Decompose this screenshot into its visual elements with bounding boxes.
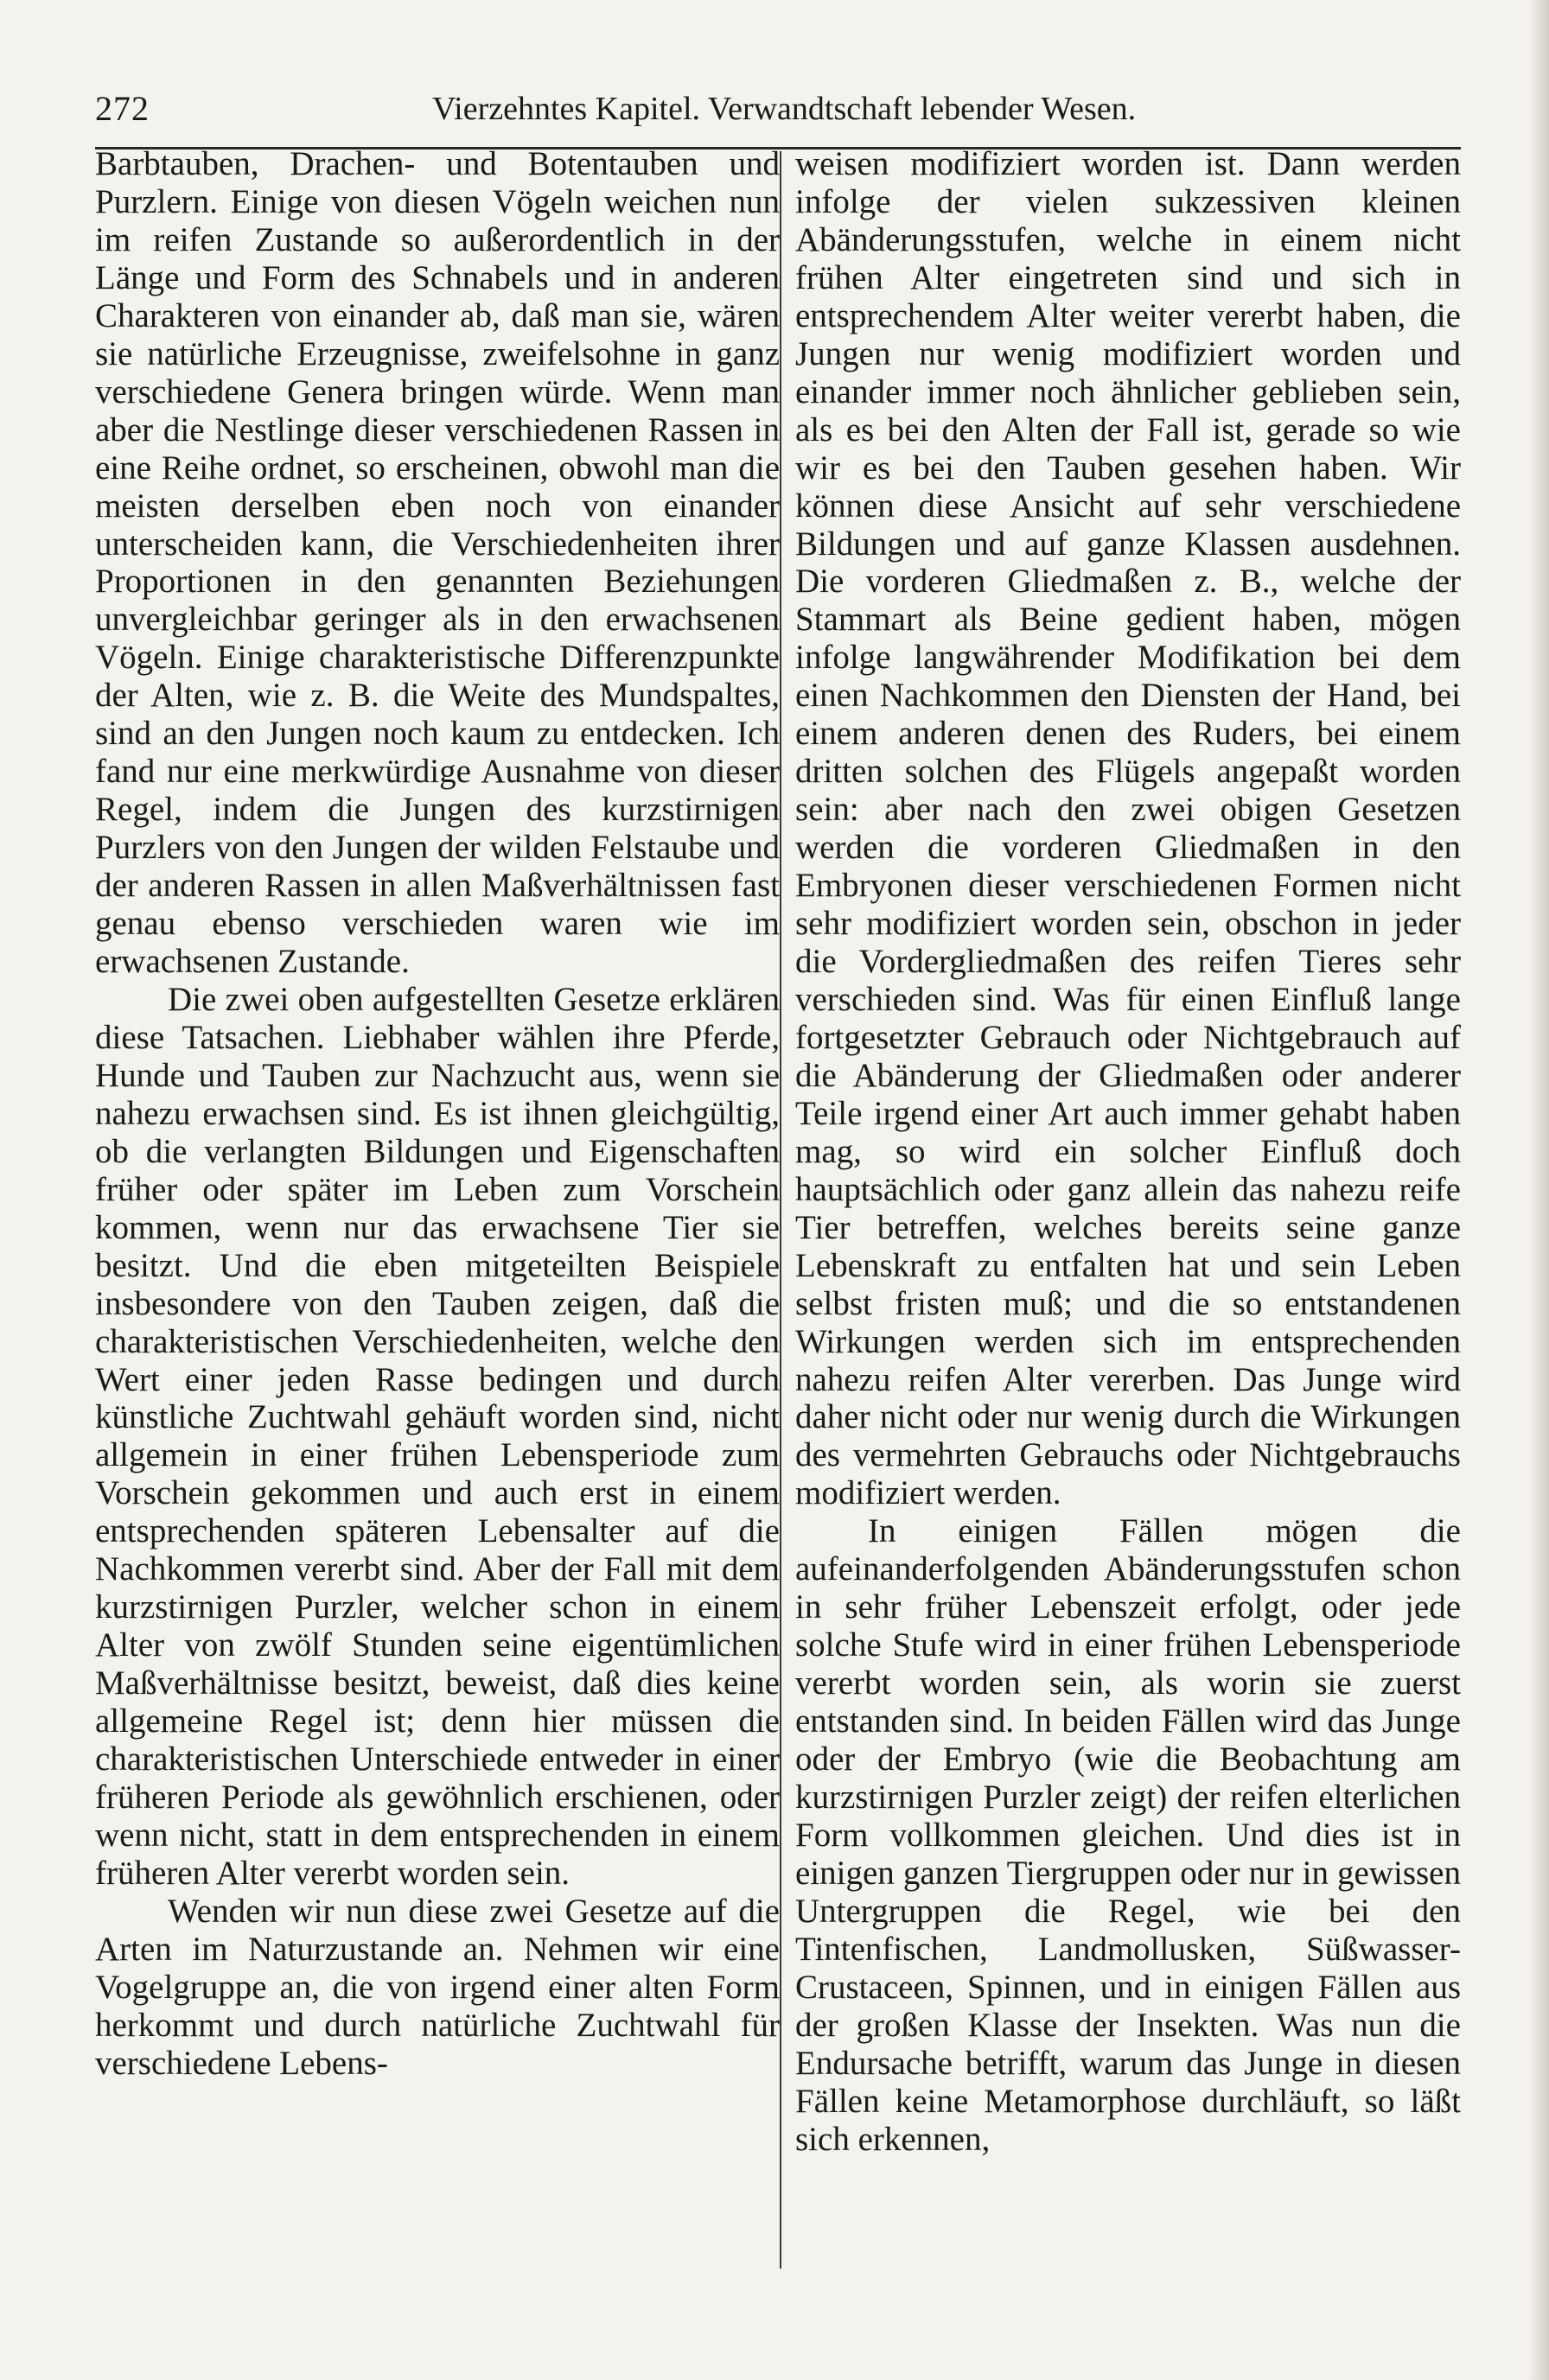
column-divider: [780, 151, 781, 2269]
paragraph: In einigen Fällen mögen die aufeinanderfolgenden Abänderungsstufen schon in sehr früher Lebenszeit erfolgt, oder jede solche Stufe wird in einer frühen Lebensperiode vererbt worden sein, als worin sie zuerst entstanden sind. In beiden Fällen wird das Junge oder der Embryo (wie die Beobachtung am kurzstirnigen Purzler zeigt) der reifen elterlichen Form vollkommen gleichen. Und dies ist in einigen ganzen Tiergruppen oder nur in gewissen Untergruppen die Regel, wie bei den Tintenfischen, Landmollusken, Süßwasser-Crustaceen, Spinnen, und in einigen Fällen aus der großen Klasse der Insekten. Was nun die Endursache betrifft, warum das Junge in diesen Fällen keine Metamorphose durchläuft, so läßt sich erkennen,: [795, 1512, 1461, 2158]
page-edge: [1528, 0, 1549, 2380]
page-number: 272: [95, 89, 150, 128]
paragraph: Wenden wir nun diese zwei Gesetze auf die Arten im Naturzustande an. Nehmen wir eine Vogelgruppe an, die von irgend einer alten Form herkommt und durch natürliche Zuchtwahl für verschiedene Lebens-: [95, 1892, 780, 2082]
paragraph: Die zwei oben aufgestellten Gesetze erklären diese Tatsachen. Liebhaber wählen ihre Pferde, Hunde und Tauben zur Nachzucht aus, wenn sie nahezu erwachsen sind. Es ist ihnen gleichgültig, ob die verlangten Bildungen und Eigenschaften früher oder später im Leben zum Vorschein kommen, wenn nur das erwachsene Tier sie besitzt. Und die eben mitgeteilten Beispiele insbesondere von den Tauben zeigen, daß die charakteristischen Verschiedenheiten, welche den Wert einer jeden Rasse bedingen und durch künstliche Zuchtwahl gehäuft worden sind, nicht allgemein in einer frühen Lebensperiode zum Vorschein gekommen und auch erst in einem entsprechenden späteren Lebensalter auf die Nachkommen vererbt sind. Aber der Fall mit dem kurzstirnigen Purzler, welcher schon in einem Alter von zwölf Stunden seine eigentümlichen Maßverhältnisse besitzt, beweist, daß dies keine allgemeine Regel ist; denn hier müssen die charakteristischen Unterschiede entweder in einer früheren Periode als gewöhnlich erschienen, oder wenn nicht, statt in dem entsprechenden in einem früheren Alter vererbt worden sein.: [95, 980, 780, 1892]
paragraph: weisen modifiziert worden ist. Dann werden infolge der vielen sukzessiven kleinen Abänderungsstufen, welche in einem nicht frühen Alter eingetreten sind und sich in entsprechendem Alter weiter vererbt haben, die Jungen nur wenig modifiziert worden und einander immer noch ähnlicher geblieben sein, als es bei den Alten der Fall ist, gerade so wie wir es bei den Tauben gesehen haben. Wir können diese Ansicht auf sehr verschiedene Bildungen und auf ganze Klassen ausdehnen. Die vorderen Gliedmaßen z. B., welche der Stammart als Beine gedient haben, mögen infolge langwährender Modifikation bei dem einen Nachkommen den Diensten der Hand, bei einem anderen denen des Ruders, bei einem dritten solchen des Flügels angepaßt worden sein: aber nach den zwei obigen Gesetzen werden die vorderen Gliedmaßen in den Embryonen dieser verschiedenen Formen nicht sehr modifiziert worden sein, obschon in jeder die Vordergliedmaßen des reifen Tieres sehr verschieden sind. Was für einen Einfluß lange fortgesetzter Gebrauch oder Nichtgebrauch auf die Abänderung der Gliedmaßen oder anderer Teile irgend einer Art auch immer gehabt haben mag, so wird ein solcher Einfluß doch hauptsächlich oder ganz allein das nahezu reife Tier betreffen, welches bereits seine ganze Lebenskraft zu entfalten hat und sein Leben selbst fristen muß; und die so entstandenen Wirkungen werden sich im entsprechenden nahezu reifen Alter vererben. Das Junge wird daher nicht oder nur wenig durch die Wirkungen des vermehrten Gebrauchs oder Nichtgebrauchs modifiziert werden.: [795, 145, 1461, 1512]
running-head: Vierzehntes Kapitel. Verwandtschaft lebender Wesen.: [432, 91, 1137, 127]
paragraph: Barbtauben, Drachen- und Botentauben und Purzlern. Einige von diesen Vögeln weichen nun im reifen Zustande so außerordentlich in der Länge und Form des Schnabels und in anderen Charakteren von einander ab, daß man sie, wären sie natürliche Erzeugnisse, zweifelsohne in ganz verschiedene Genera bringen würde. Wenn man aber die Nestlinge dieser verschiedenen Rassen in eine Reihe ordnet, so erscheinen, obwohl man die meisten derselben eben noch von einander unterscheiden kann, die Verschiedenheiten ihrer Proportionen in den genannten Beziehungen unvergleichbar geringer als in den erwachsenen Vögeln. Einige charakteristische Differenzpunkte der Alten, wie z. B. die Weite des Mundspaltes, sind an den Jungen noch kaum zu entdecken. Ich fand nur eine merkwürdige Ausnahme von dieser Regel, indem die Jungen des kurzstirnigen Purzlers von den Jungen der wilden Felstaube und der anderen Rassen in allen Maßverhältnissen fast genau ebenso verschieden waren wie im erwachsenen Zustande.: [95, 145, 780, 981]
left-column: [95, 145, 780, 2083]
right-column: [795, 145, 1461, 2159]
page-header: [95, 85, 1461, 133]
